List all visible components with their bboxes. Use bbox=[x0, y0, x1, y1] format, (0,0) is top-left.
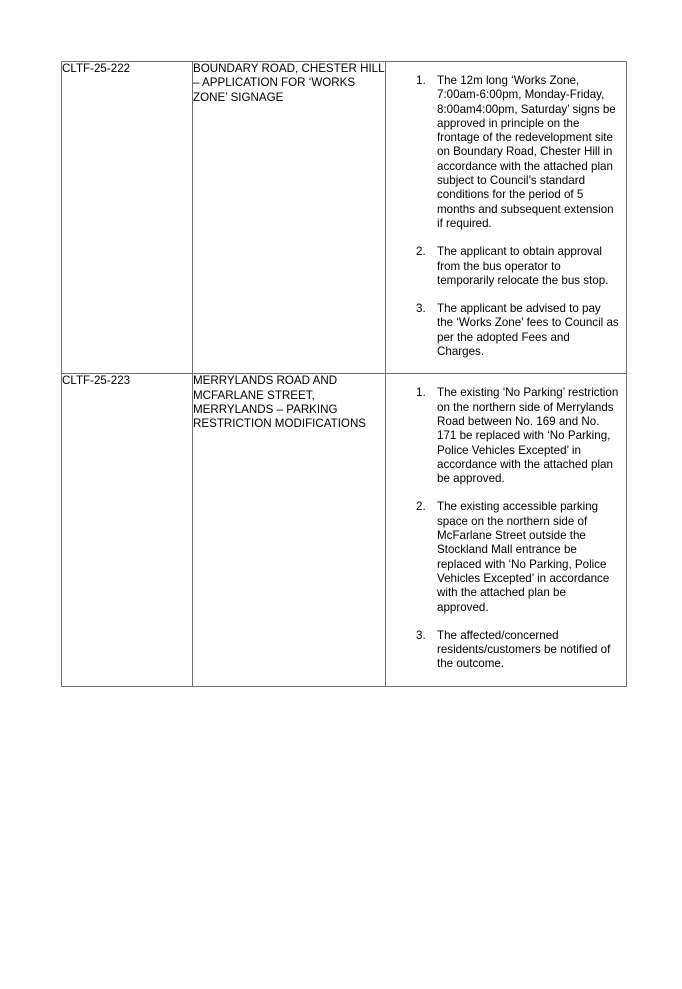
resolution-item bbox=[416, 74, 620, 231]
resolution-text: The existing ‘No Parking’ restriction on the northern side of Merrylands Road between No. 169 and No. 171 be replaced with ‘No Parking, Police Vehicles Excepted’ in accordance with the attached plan be approved. bbox=[437, 386, 619, 486]
resolution-text: The existing accessible parking space on the northern side of McFarlane Street outside the Stockland Mall entrance be replaced with ‘No Parking, Police Vehicles Excepted’ in accordance with the attached plan be approved. bbox=[437, 500, 610, 614]
resolution-text: The affected/concerned residents/customers be notified of the outcome. bbox=[437, 628, 611, 671]
resolution-item bbox=[416, 386, 620, 486]
resolution-item bbox=[416, 500, 620, 614]
resolution-number: 2. bbox=[416, 500, 426, 514]
resolution-list bbox=[386, 62, 626, 373]
resolution-number: 2. bbox=[416, 245, 426, 259]
resolution-number: 3. bbox=[416, 302, 426, 316]
table-row bbox=[62, 374, 627, 686]
resolution-item bbox=[416, 302, 620, 359]
resolution-number: 1. bbox=[416, 74, 426, 87]
resolution-number: 1. bbox=[416, 386, 426, 400]
item-reference: CLTF-25-222 bbox=[62, 62, 193, 374]
item-subject: MERRYLANDS ROAD AND MCFARLANE STREET, MERRYLANDS – PARKING RESTRICTION MODIFICATIONS bbox=[193, 374, 386, 686]
item-reference: CLTF-25-223 bbox=[62, 374, 193, 686]
resolution-item bbox=[416, 629, 620, 672]
minutes-table bbox=[61, 61, 627, 687]
resolution-cell bbox=[386, 374, 627, 686]
resolution-text: The 12m long ‘Works Zone, 7:00am-6:00pm, Monday-Friday, 8:00am4:00pm, Saturday’ signs be approved in principle on the frontage of the redevelopment site on Boundary Road, Chester Hill in accordance with the attached plan subject to Council’s standard conditions for the period of 5 months and subsequent extension if required. bbox=[437, 74, 616, 230]
table-row bbox=[62, 62, 627, 374]
resolution-text: The applicant to obtain approval from the bus operator to temporarily relocate the bus stop. bbox=[437, 245, 609, 287]
resolution-cell bbox=[386, 62, 627, 374]
resolution-text: The applicant be advised to pay the ‘Works Zone’ fees to Council as per the adopted Fees and Charges. bbox=[437, 302, 619, 359]
resolution-list bbox=[386, 374, 626, 685]
resolution-number: 3. bbox=[416, 628, 426, 642]
resolution-item bbox=[416, 245, 620, 288]
item-subject: BOUNDARY ROAD, CHESTER HILL – APPLICATION FOR ‘WORKS ZONE’ SIGNAGE bbox=[193, 62, 386, 374]
